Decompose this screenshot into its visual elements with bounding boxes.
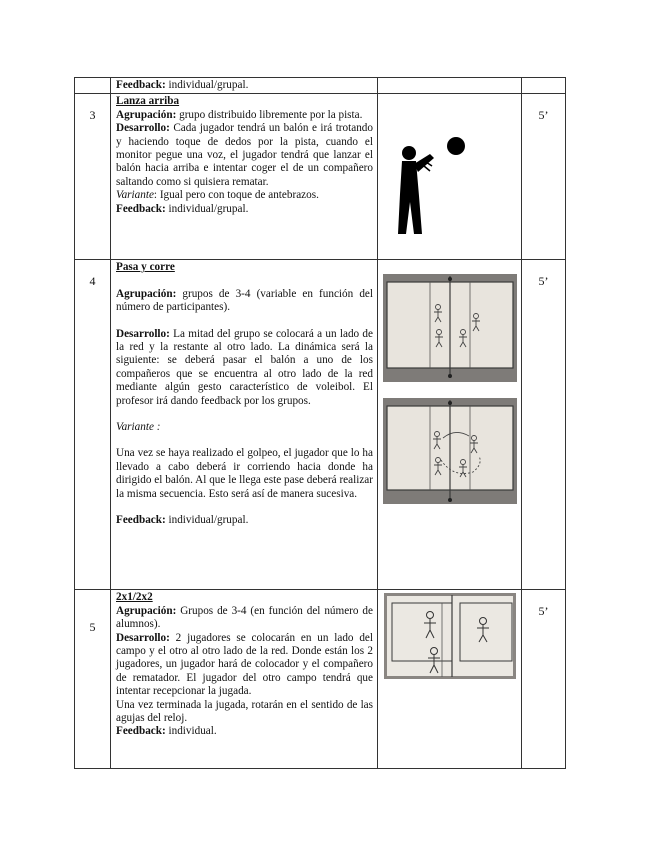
number-cell — [75, 78, 111, 94]
player-throwing-ball-figure — [378, 94, 522, 254]
court-diagram-photo-3 — [384, 593, 516, 679]
exercise-title: 2x1/2x2 — [116, 591, 153, 604]
player-body — [398, 161, 422, 234]
feedback-label: Feedback: — [116, 79, 166, 91]
feedback-text: individual/grupal. — [165, 514, 249, 527]
exercise-number: 5 — [89, 620, 96, 635]
description-cell — [111, 78, 378, 94]
desarrollo-label: Desarrollo: — [116, 327, 170, 340]
table-row-prev — [75, 78, 566, 94]
image-cell — [378, 94, 522, 260]
player-head — [402, 146, 416, 160]
feedback-label: Feedback: — [116, 514, 166, 527]
feedback-text: individual/grupal. — [165, 202, 249, 215]
time-cell — [522, 94, 566, 260]
table-row-5 — [75, 590, 566, 769]
desarrollo-text: 2 jugadores se colocarán en un lado del campo y el otro al otro lado de la red. Donde están los 2 jugadores, un jugador hará de colocador y el compañero de rematador. El jugador del otro campo tendrá que intentar recepcionar la jugada. — [116, 631, 373, 698]
exercise-number: 3 — [89, 108, 96, 123]
agrupacion-label: Agrupación: — [116, 108, 177, 121]
player-arm — [414, 154, 434, 172]
agrupacion-text: grupo distribuido libremente por la pista. — [176, 108, 363, 121]
duration: 5’ — [538, 108, 549, 123]
image-cell — [378, 590, 522, 769]
agrupacion-label: Agrupación: — [116, 287, 177, 300]
description-cell — [111, 590, 378, 769]
agrupacion-label: Agrupación: — [116, 604, 177, 617]
session-table — [74, 77, 566, 769]
duration: 5’ — [538, 604, 549, 619]
description-cell — [111, 94, 378, 260]
desarrollo-label: Desarrollo: — [116, 122, 170, 135]
court-diagram-photo-2 — [383, 398, 517, 504]
feedback-text: individual/grupal. — [165, 79, 249, 91]
ball-icon — [447, 137, 465, 155]
number-cell — [75, 94, 111, 260]
feedback-text: individual. — [165, 725, 217, 738]
feedback-label: Feedback: — [116, 202, 166, 215]
exercise-title: Pasa y corre — [116, 261, 175, 274]
variante-label: Variante — [116, 189, 154, 202]
desarrollo-text: Cada jugador tendrá un balón e irá trotando y haciendo toque de dedos por la pista, cuando el monitor pegue una voz, el jugador tendrá que lanzar el balón hacia arriba e intentar coger el de un compañero saltando como si quisiera rematar. — [116, 122, 373, 188]
feedback-label: Feedback: — [116, 725, 166, 738]
image-cell — [378, 260, 522, 590]
exercise-number: 4 — [89, 274, 96, 289]
time-cell — [522, 590, 566, 769]
rotacion-text: Una vez terminada la jugada, rotarán en el sentido de las agujas del reloj. — [116, 698, 373, 725]
desarrollo-label: Desarrollo: — [116, 631, 170, 644]
court-diagram-photo-1 — [383, 274, 517, 382]
number-cell — [75, 260, 111, 590]
variante-label: Variante : — [116, 421, 161, 434]
table-row-3 — [75, 94, 566, 260]
variante-text: : Igual pero con toque de antebrazos. — [153, 189, 319, 202]
duration: 5’ — [538, 274, 549, 289]
exercise-title: Lanza arriba — [116, 95, 180, 108]
variante-text: Una vez se haya realizado el golpeo, el jugador que lo ha llevado a cabo deberá ir corriendo hacia donde ha dirigido el balón. Al que le llega este pase deberá realizar la misma secuencia. Esto será así de manera sucesiva. — [116, 447, 373, 500]
time-cell — [522, 260, 566, 590]
agrupacion-text: grupos de 3-4 (variable en función del número de participantes). — [116, 287, 373, 314]
time-cell — [522, 78, 566, 94]
agrupacion-text: Grupos de 3-4 (en función del número de alumnos). — [116, 604, 373, 631]
number-cell — [75, 590, 111, 769]
table-row-4 — [75, 260, 566, 590]
desarrollo-text: La mitad del grupo se colocará a un lado de la red y la restante al otro lado. La dinámica será la siguiente: se deberá pasar el balón a uno de los compañeros que se encuentra al otro lado de la red mediante algún gesto característico de voleibol. El profesor irá dando feedback por los grupos. — [116, 327, 373, 407]
image-cell — [378, 78, 522, 94]
description-cell — [111, 260, 378, 590]
